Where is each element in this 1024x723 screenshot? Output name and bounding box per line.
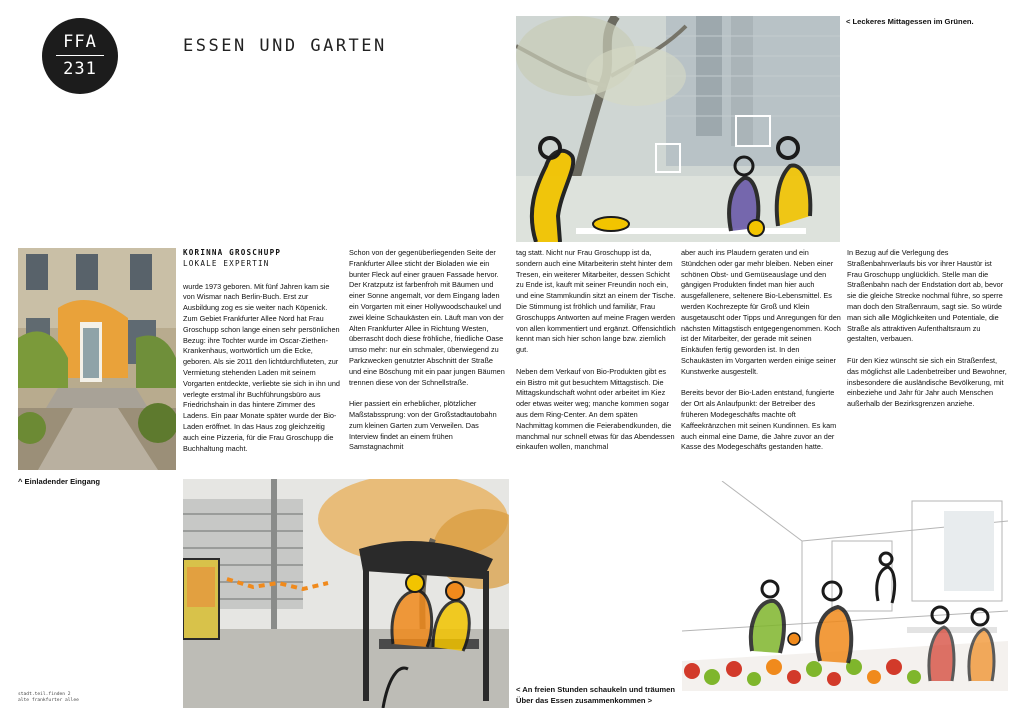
column-4-paragraph: Bereits bevor der Bio-Laden entstand, fungierte der Ort als Anlaufpunkt: der Betreiber des früheren Modegeschäfts machte oft Kaffeekränzchen mit seinen Kundinnen. Es kam auch einmal eine Dame, die Jahre zuvor an der Kasse des Modegeschäfts gestanden hatte. xyxy=(681,388,837,452)
caption-lunch: < Leckeres Mittagessen im Grünen. xyxy=(846,17,974,26)
logo-line1: FFA xyxy=(63,32,97,52)
gathering-sketch-image xyxy=(682,481,1008,691)
caption-entrance: ^ Einladender Eingang xyxy=(18,477,101,486)
column-3-paragraph: tag statt. Nicht nur Frau Groschupp ist da, sondern auch eine Mitarbeiterin steht hinter dem Tresen, ein weiterer Mitarbeiter, dessen Schicht zu Ende ist, kauft mit seiner Freundin noch ein, und eine Stammkundin sitzt an einem der Tische. Die Stimmung ist fröhlich und familiär, Frau Groschupps Antworten auf meine Fragen werden von allen kommentiert und ergänzt. Offensichtlich kennt man sich hier schon lange bzw. ziemlich gut. xyxy=(516,248,676,355)
column-3 xyxy=(516,248,676,464)
logo-line2: 231 xyxy=(63,59,97,79)
column-1 xyxy=(183,248,340,465)
caption-gathering: Über das Essen zusammenkommen > xyxy=(516,696,653,705)
column-3-paragraph: Neben dem Verkauf von Bio-Produkten gibt es ein Bistro mit gut besuchtem Mittagstisch. Die Mittagskundschaft wohnt oder arbeitet im Kiez oder etwas weiter weg; manche kommen sogar aus dem Ring-Center. An dem späten Nachmittag kommen die Feierabendkunden, die manchmal nur schnell etwas für das Abendessen einkaufen wollen, manchmal xyxy=(516,366,675,452)
column-4-paragraph: aber auch ins Plaudern geraten und ein Stündchen oder gar mehr bleiben. Neben einer schönen Obst- und Gemüseauslage und den gängigen Produkten findet man hier auch ausgefallenere, seltenere Bio-Lebensmittel. Es werden Kochrezepte für Groß und Klein ausgetauscht oder Tipps und Anregungen für den nächsten Mittagstisch entgegengenommen. Koch ist der Mitarbeiter, der gerade mit seinen Einkäufen fertig geworden ist. In den Schaukästen im Vorgarten werden einige seiner Kunstwerke ausgestellt. xyxy=(681,248,841,376)
footer-credit xyxy=(18,692,79,704)
column-5-paragraph: Für den Kiez wünscht sie sich ein Straßenfest, das möglichst alle Ladenbetreiber und Bewohner, insbesondere die ausländische Bevölkerung, mit einbeziehe und Jahr für Jahr auch Menschen außerhalb der Bezirksgrenzen anziehe. xyxy=(847,355,1007,409)
column-4 xyxy=(681,248,841,464)
entrance-image xyxy=(18,248,176,470)
column-2-paragraph: Hier passiert ein erheblicher, plötzlicher Maßstabssprung: von der Großstadtautobahn zum kleinen Garten zum Verweilen. Das Interview findet an einem frühen Samstagnachmit xyxy=(349,399,497,452)
caption-swing: < An freien Stunden schaukeln und träumen xyxy=(516,685,676,694)
footer-line2: alte frankfurter allee xyxy=(18,698,79,703)
column-5-paragraph: In Bezug auf die Verlegung des Straßenbahnverlaufs bis vor ihrer Haustür ist Frau Groschupp unglücklich. Stelle man die Straßenbahn nach der Endstation dort ab, bevor sie die gleiche Strecke nochmal führe, so sperre man doch den Straßenraum, sagt sie. So würde man sich alle Möglichkeiten und Potentiale, die Straße als attraktiven Aufenthaltsraum zu gestalten, verbauen. xyxy=(847,248,1004,344)
column-1-paragraph: wurde 1973 geboren. Mit fünf Jahren kam sie von Wismar nach Berlin-Buch. Erst zur Ausbildung zog es sie weiter nach Köpenick. Zum Gebiet Frankfurter Allee Nord hat Frau Groschupp schon lange einen sehr persönlichen Bezug: ihre Tochter wurde im Oscar-Ziethen-Krankenhaus, wortwörtlich um die Ecke, geboren. Als sie 2011 den lichtdurchfluteten, zur Vermietung stehenden Laden mit seinem Vorgarten entdeckte, verliebte sie sich in ihn und verlegte erstmal ihr Buchführungsbüro aus Friedrichshain in das hintere Zimmer des Ladens. Ein paar Monate später wurde der Bio-Laden eröffnet. In das Haus zog gleichzeitig auch eine Pizzeria, für die Frau Groschupp die Buchhaltung macht. xyxy=(183,281,340,453)
author-name: KORINNA GROSCHUPP xyxy=(183,248,282,257)
footer-line1: stadt.teil.finden 2 xyxy=(18,692,71,697)
logo-divider xyxy=(56,55,104,56)
column-5 xyxy=(847,248,1007,421)
column-2 xyxy=(349,248,507,464)
page-title: ESSEN UND GARTEN xyxy=(183,36,387,56)
column-2-paragraph: Schon von der gegenüberliegenden Seite der Frankfurter Allee sticht der Bioladen wie ein bunter Fleck auf einer grauen Fassade hervor. Der Kratzputz ist farbenfroh mit Bäumen und einer Sonne angemalt, vor dem Eingang laden ein Vorgarten mit einer Hollywoodschaukel und zwei kleine Schaukästen ein. Läuft man von der Alten Frankfurter Allee in Richtung Westen, überrascht doch diese fröhliche, friedliche Oase umso mehr: nur ein schmaler, überwiegend zu Parkzwecken genutzter Abschnitt der Straße und eine Böschung mit ein paar jungen Bäumen trennen diese von der Schnellstraße. xyxy=(349,248,505,387)
lunch-garden-image xyxy=(516,16,840,242)
author-role: LOKALE EXPERTIN xyxy=(183,258,270,268)
ffa-logo-badge xyxy=(42,18,118,94)
swing-garden-image xyxy=(183,479,509,708)
